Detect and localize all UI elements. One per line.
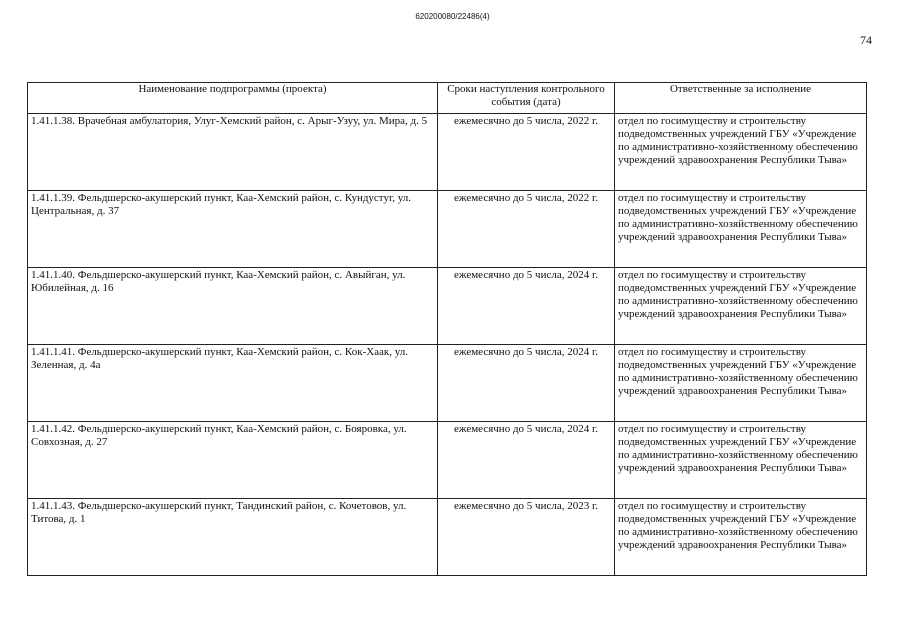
cell-responsible: отдел по госимуществу и строительству подведомственных учреждений ГБУ «Учреждение по административно-хозяйственному обеспечению учреждений здравоохранения Республики Тыва» bbox=[615, 499, 867, 576]
table-row bbox=[28, 268, 867, 345]
column-header-name: Наименование подпрограммы (проекта) bbox=[28, 83, 438, 114]
column-header-responsible: Ответственные за исполнение bbox=[615, 83, 867, 114]
table-row bbox=[28, 191, 867, 268]
cell-responsible: отдел по госимуществу и строительству подведомственных учреждений ГБУ «Учреждение по административно-хозяйственному обеспечению учреждений здравоохранения Республики Тыва» bbox=[615, 268, 867, 345]
cell-deadline: ежемесячно до 5 числа, 2023 г. bbox=[438, 499, 615, 576]
cell-deadline: ежемесячно до 5 числа, 2024 г. bbox=[438, 345, 615, 422]
cell-deadline: ежемесячно до 5 числа, 2024 г. bbox=[438, 422, 615, 499]
cell-subprogram-name: 1.41.1.43. Фельдшерско-акушерский пункт, Тандинский район, с. Кочетовов, ул. Титова, д. 1 bbox=[28, 499, 438, 576]
cell-subprogram-name: 1.41.1.39. Фельдшерско-акушерский пункт, Каа-Хемский район, с. Кундустуг, ул. Центральная, д. 37 bbox=[28, 191, 438, 268]
cell-responsible: отдел по госимуществу и строительству подведомственных учреждений ГБУ «Учреждение по административно-хозяйственному обеспечению учреждений здравоохранения Республики Тыва» bbox=[615, 422, 867, 499]
program-table bbox=[27, 82, 867, 576]
cell-deadline: ежемесячно до 5 числа, 2024 г. bbox=[438, 268, 615, 345]
table-row bbox=[28, 345, 867, 422]
cell-subprogram-name: 1.41.1.42. Фельдшерско-акушерский пункт, Каа-Хемский район, с. Бояровка, ул. Совхозная, д. 27 bbox=[28, 422, 438, 499]
cell-deadline: ежемесячно до 5 числа, 2022 г. bbox=[438, 191, 615, 268]
document-id: 620200080/22486(4) bbox=[415, 12, 490, 21]
cell-deadline: ежемесячно до 5 числа, 2022 г. bbox=[438, 114, 615, 191]
table-row bbox=[28, 114, 867, 191]
cell-responsible: отдел по госимуществу и строительству подведомственных учреждений ГБУ «Учреждение по административно-хозяйственному обеспечению учреждений здравоохранения Республики Тыва» bbox=[615, 114, 867, 191]
cell-subprogram-name: 1.41.1.41. Фельдшерско-акушерский пункт, Каа-Хемский район, с. Кок-Хаак, ул. Зеленная, д. 4а bbox=[28, 345, 438, 422]
page-number: 74 bbox=[860, 33, 872, 47]
table-header-row bbox=[28, 83, 867, 114]
column-header-deadline: Сроки наступления контрольного события (дата) bbox=[438, 83, 615, 114]
cell-subprogram-name: 1.41.1.40. Фельдшерско-акушерский пункт, Каа-Хемский район, с. Авыйган, ул. Юбилейная, д. 16 bbox=[28, 268, 438, 345]
table-row bbox=[28, 422, 867, 499]
table-row bbox=[28, 499, 867, 576]
cell-responsible: отдел по госимуществу и строительству подведомственных учреждений ГБУ «Учреждение по административно-хозяйственному обеспечению учреждений здравоохранения Республики Тыва» bbox=[615, 191, 867, 268]
cell-responsible: отдел по госимуществу и строительству подведомственных учреждений ГБУ «Учреждение по административно-хозяйственному обеспечению учреждений здравоохранения Республики Тыва» bbox=[615, 345, 867, 422]
cell-subprogram-name: 1.41.1.38. Врачебная амбулатория, Улуг-Хемский район, с. Арыг-Узуу, ул. Мира, д. 5 bbox=[28, 114, 438, 191]
